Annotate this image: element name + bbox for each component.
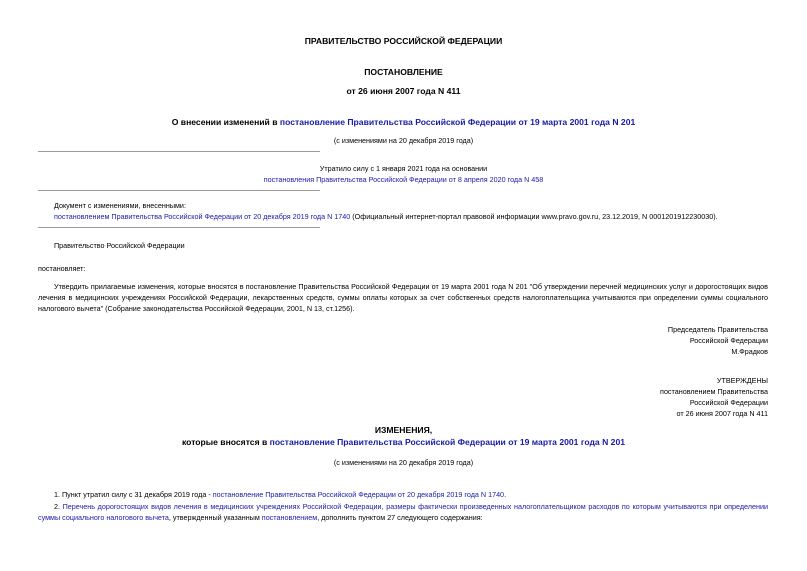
approve-paragraph: Утвердить прилагаемые изменения, которые вносятся в постановление Правительства Российской Федерации от 19 марта 2001 года N 201 "Об утверждении перечней медицинских услуг и дорогостоящих видов лечения в медицинских учреждениях Российской Федерации, лекарственных средств, суммы оплаты которых за счет собственных средств налогоплательщика учитываются при определении суммы социального налогового вычета" (Собрание законодательства Российской Федерации, 2001, N 13, ст.1256). <box>38 282 768 313</box>
doc-type-heading: ПОСТАНОВЛЕНИЕ <box>364 67 443 77</box>
change-item-1-text: 1. Пункт утратил силу с 31 декабря 2019 года - <box>54 490 213 499</box>
change-item-1 <box>54 490 506 499</box>
divider-line <box>38 227 320 228</box>
divider-line <box>38 151 320 152</box>
amendments-link[interactable]: постановлением Правительства Российской Федерации от 20 декабря 2019 года N 1740 <box>54 212 351 221</box>
resolves-label: постановляет: <box>38 264 86 273</box>
divider-line <box>38 190 320 191</box>
expired-basis-link[interactable]: постановления Правительства Российской Федерации от 8 апреля 2020 года N 458 <box>263 175 544 184</box>
changes-subtitle <box>0 437 807 447</box>
doc-title <box>0 117 807 127</box>
change-item-2-mid: , утвержденный указанным <box>168 513 262 522</box>
approved-line-2: Российской Федерации <box>689 398 768 407</box>
amendments-line <box>54 212 718 221</box>
doc-date-number: от 26 июня 2007 года N 411 <box>346 86 461 96</box>
changes-revision-note: (с изменениями на 20 декабря 2019 года) <box>333 458 474 467</box>
revision-note: (с изменениями на 20 декабря 2019 года) <box>333 136 474 145</box>
signature-position: Председатель Правительства <box>667 325 768 334</box>
change-item-2-resolution-link[interactable]: постановлением <box>261 513 318 522</box>
change-item-2-num: 2. <box>54 502 63 511</box>
approved-line-1: постановлением Правительства <box>660 387 768 396</box>
amendments-label: Документ с изменениями, внесенными: <box>54 201 186 210</box>
changes-subtitle-link[interactable]: постановление Правительства Российской Федерации от 19 марта 2001 года N 201 <box>269 437 626 447</box>
doc-title-link[interactable]: постановление Правительства Российской Федерации от 19 марта 2001 года N 201 <box>279 117 636 127</box>
org-heading: ПРАВИТЕЛЬСТВО РОССИЙСКОЙ ФЕДЕРАЦИИ <box>304 36 503 46</box>
amendments-source: (Официальный интернет-портал правовой информации www.pravo.gov.ru, 23.12.2019, N 0001201912230030). <box>350 212 718 221</box>
signature-country: Российской Федерации <box>689 336 768 345</box>
approved-title: УТВЕРЖДЕНЫ <box>716 376 768 385</box>
change-item-2-end: , дополнить пунктом 27 следующего содержания: <box>317 513 483 522</box>
changes-subtitle-prefix: которые вносятся в <box>181 437 270 447</box>
change-item-2 <box>38 501 768 523</box>
changes-title: ИЗМЕНЕНИЯ, <box>374 425 433 435</box>
expired-notice: Утратило силу с 1 января 2021 года на основании <box>319 164 488 173</box>
change-item-1-end: . <box>504 490 507 499</box>
approved-line-3: от 26 июня 2007 года N 411 <box>676 409 768 418</box>
change-item-1-link[interactable]: постановление Правительства Российской Федерации от 20 декабря 2019 года N 1740 <box>212 490 505 499</box>
government-label: Правительство Российской Федерации <box>54 241 185 250</box>
signature-name: М.Фрадков <box>731 347 768 356</box>
change-item-2-link[interactable]: Перечень дорогостоящих видов лечения в медицинских учреждениях Российской Федерации, размеры фактически произведенных налогоплательщиком расходов по которым учитываются при определении суммы социального налогового вычета <box>38 502 768 522</box>
doc-title-prefix: О внесении изменений в <box>171 117 280 127</box>
